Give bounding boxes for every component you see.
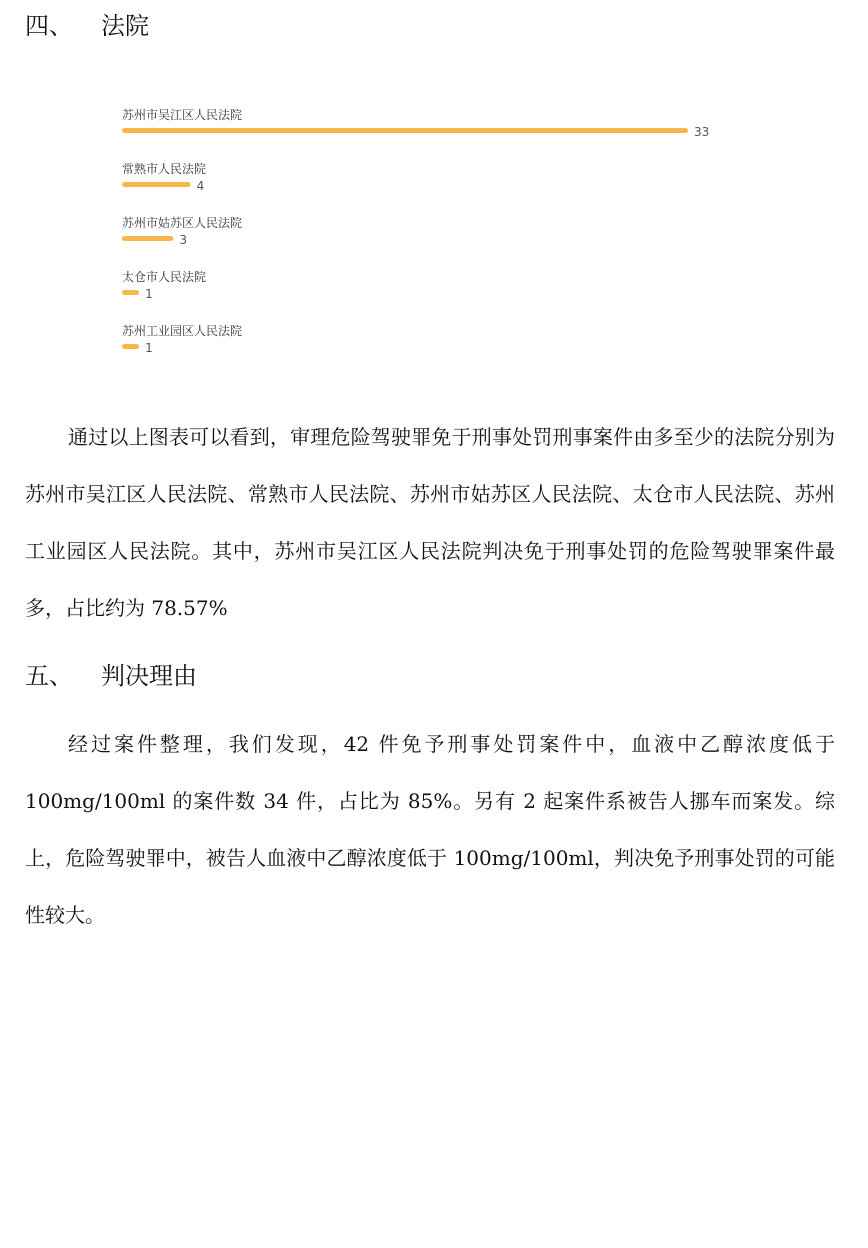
bar <box>122 344 139 349</box>
bar <box>122 290 139 295</box>
section-5-title: 判决理由 <box>101 662 197 690</box>
bar-category-label: 常熟市人民法院 <box>122 162 207 176</box>
paragraph-judgment-reasons: 经过案件整理，我们发现，42 件免予刑事处罚案件中，血液中乙醇浓度低于 100mg/100ml 的案件数 34 件，占比为 85%。另有 2 起案件系被告人挪车而案发。综上，危险驾驶罪中，被告人血液中乙醇浓度低于 100mg/100ml，判决免予刑事处罚的可能性较大。 <box>25 732 835 927</box>
bar-category-label: 苏州市吴江区人民法院 <box>122 108 243 122</box>
bar <box>122 236 173 241</box>
section-5-number: 五、 <box>25 662 73 690</box>
paragraph-court-summary: 通过以上图表可以看到，审理危险驾驶罪免于刑事处罚刑事案件由多至少的法院分别为苏州市吴江区人民法院、常熟市人民法院、苏州市姑苏区人民法院、太仓市人民法院、苏州工业园区人民法院。其中，苏州市吴江区人民法院判决免于刑事处罚的危险驾驶罪案件最多，占比约为 78.57% <box>25 425 835 620</box>
section-5-heading <box>25 661 197 691</box>
section-4-heading <box>25 11 149 41</box>
bar-value-label: 1 <box>145 341 153 355</box>
bar-category-label: 苏州市姑苏区人民法院 <box>122 216 243 230</box>
section-4-number: 四、 <box>25 12 73 40</box>
bar-category-label: 太仓市人民法院 <box>122 270 207 284</box>
bar-value-label: 33 <box>694 125 710 139</box>
bar-value-label: 4 <box>196 179 205 193</box>
bar-value-label: 3 <box>179 233 188 247</box>
bar <box>122 182 191 187</box>
section-4-title: 法院 <box>101 12 149 40</box>
bar-category-label: 苏州工业园区人民法院 <box>122 324 243 338</box>
bar-value-label: 1 <box>145 287 153 301</box>
bar <box>122 128 688 133</box>
court-bar-chart <box>0 96 868 366</box>
